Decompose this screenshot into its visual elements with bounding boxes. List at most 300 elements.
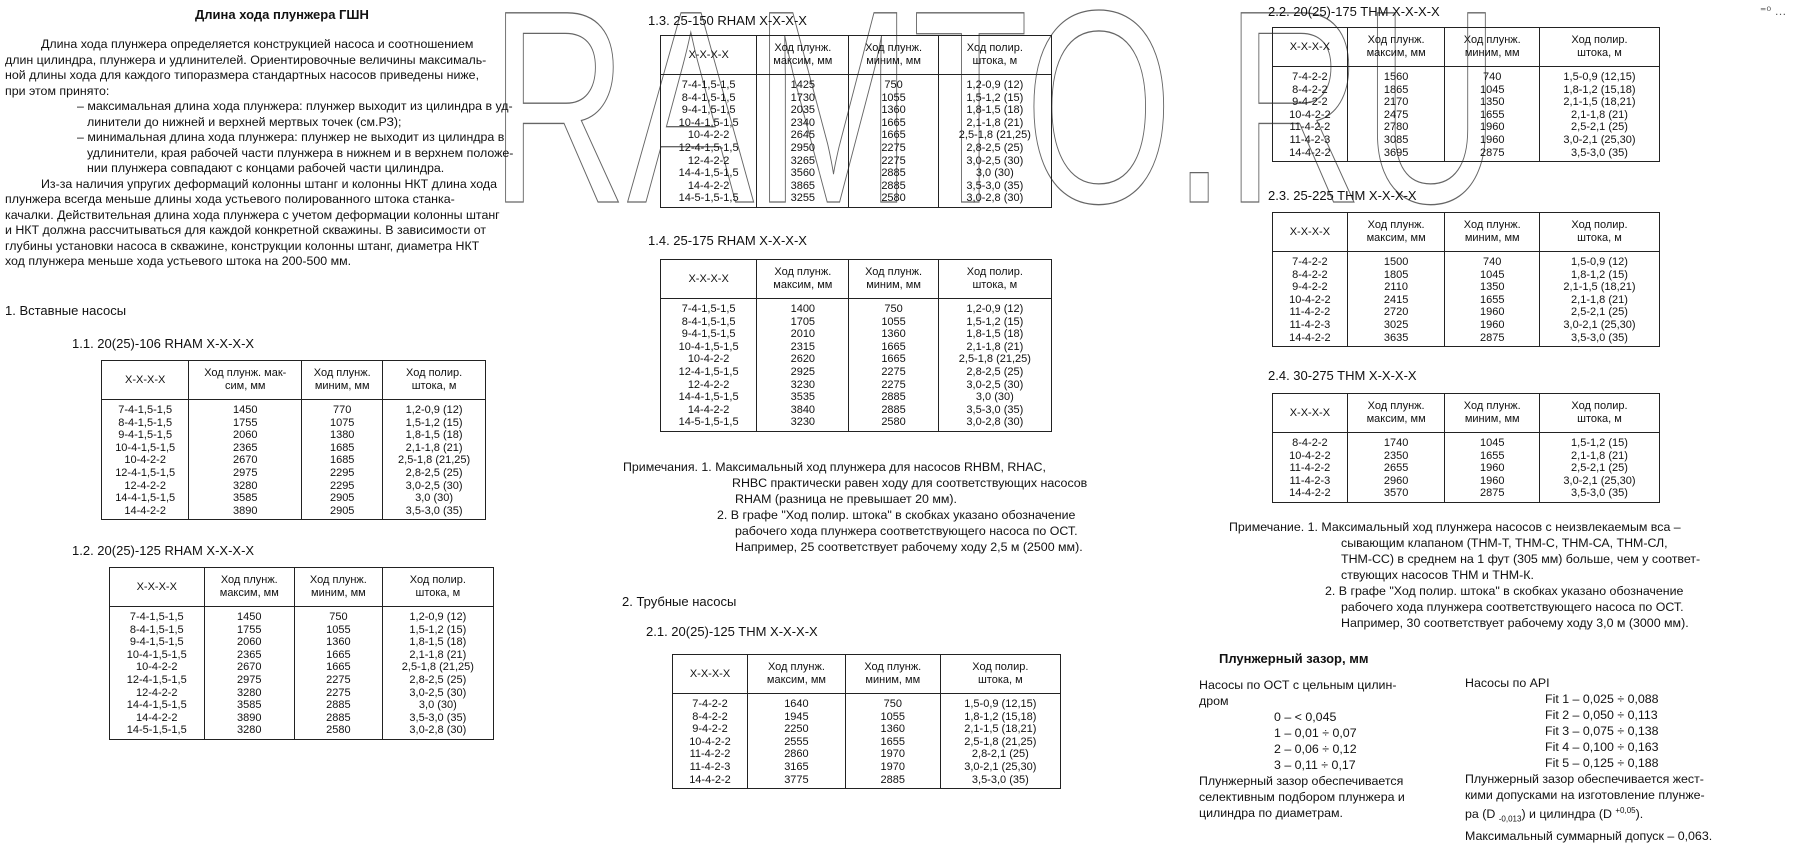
column-header: Х-Х-Х-Х: [1273, 394, 1348, 433]
cell-max-stroke: 3280: [189, 480, 302, 493]
note-line: 2. В графе "Ход полир. штока" в скобках указано обозначение: [1325, 584, 1684, 598]
clearance-api: [1465, 675, 1790, 844]
api-title: Насосы по API: [1465, 676, 1550, 690]
cell-rod-stroke: 3,5-3,0 (35): [1539, 332, 1659, 347]
cell-min-stroke: 2275: [849, 155, 938, 168]
cell-min-stroke: 750: [849, 75, 938, 92]
table-row: [673, 736, 1061, 749]
cell-rod-stroke: 3,5-3,0 (35): [382, 712, 493, 725]
stroke-table-2-1: [672, 654, 1061, 789]
column-header: Ход плунж. мак- сим, мм: [189, 361, 302, 400]
cell-rod-stroke: 2,5-2,1 (25): [1539, 462, 1659, 475]
table-title: 1.2. 20(25)-125 RHAM Х-Х-Х-Х: [72, 543, 255, 558]
api-text-line-tolerance: [1465, 803, 1790, 828]
cell-min-stroke: 1045: [1445, 84, 1540, 97]
cell-min-stroke: 750: [845, 694, 940, 711]
cell-rod-stroke: 1,8-1,2 (15,18): [1539, 84, 1659, 97]
table-header-row: [673, 655, 1061, 694]
table-row: [661, 192, 1052, 207]
stroke-table-2-3: [1272, 212, 1660, 347]
note-line: Примечания. 1. Максимальный ход плунжера для насосов RHBM, RHAC,: [623, 460, 1046, 474]
stroke-table-1-1: [101, 360, 486, 520]
cell-max-stroke: 3265: [757, 155, 849, 168]
cell-max-stroke: 3695: [1347, 147, 1445, 162]
column-header: Ход плунж. миним, мм: [1445, 213, 1540, 252]
cell-rod-stroke: 3,0-2,5 (30): [383, 480, 486, 493]
column-header: Ход полир. штока, м: [940, 655, 1060, 694]
cell-rod-stroke: 1,5-1,2 (15): [383, 417, 486, 430]
table-row: [102, 417, 486, 430]
cell-code: 7-4-1,5-1,5: [661, 75, 757, 92]
cell-max-stroke: 3230: [757, 416, 849, 431]
watermark-text: RAMTO.RU: [490, 0, 1500, 240]
section-tubing-pumps: 2. Трубные насосы: [622, 594, 737, 609]
cell-rod-stroke: 2,5-1,8 (21,25): [383, 454, 486, 467]
cell-code: 10-4-2-2: [661, 129, 757, 142]
cell-rod-stroke: 2,8-2,5 (25): [938, 366, 1051, 379]
note-line: рабочего хода плунжера соответствующего насоса по ОСТ.: [735, 524, 1078, 538]
cell-code: 14-4-2-2: [1273, 332, 1348, 347]
column-header: Ход плунж. миним, мм: [1445, 28, 1540, 67]
cell-code: 9-4-1,5-1,5: [661, 328, 757, 341]
cell-code: 14-4-2-2: [673, 774, 748, 789]
ost-title-line: Насосы по ОСТ с цельным цилин-: [1199, 678, 1397, 692]
cell-rod-stroke: 1,5-1,2 (15): [938, 316, 1051, 329]
cell-max-stroke: 2365: [204, 649, 295, 662]
cell-rod-stroke: 2,5-1,8 (21,25): [382, 661, 493, 674]
cell-rod-stroke: 1,2-0,9 (12): [938, 299, 1051, 316]
cell-code: 14-4-1,5-1,5: [110, 699, 205, 712]
cell-min-stroke: 2295: [302, 467, 383, 480]
cell-max-stroke: 3635: [1347, 332, 1445, 347]
cell-max-stroke: 2555: [747, 736, 845, 749]
cell-min-stroke: 2275: [295, 687, 383, 700]
cell-min-stroke: 1045: [1445, 433, 1540, 450]
table-row: [673, 748, 1061, 761]
cell-code: 11-4-2-2: [1273, 462, 1348, 475]
cell-code: 8-4-2-2: [673, 711, 748, 724]
cell-rod-stroke: 1,5-0,9 (12): [1539, 252, 1659, 269]
cell-code: 8-4-1,5-1,5: [661, 316, 757, 329]
cell-min-stroke: 2875: [1445, 332, 1540, 347]
cell-code: 12-4-1,5-1,5: [661, 366, 757, 379]
table-row: [1273, 121, 1660, 134]
clearance-title: Плунжерный зазор, мм: [1219, 651, 1369, 666]
cell-max-stroke: 1500: [1347, 252, 1445, 269]
cell-rod-stroke: 3,0-2,1 (25,30): [940, 761, 1060, 774]
column-header: Х-Х-Х-Х: [673, 655, 748, 694]
cell-min-stroke: 1655: [845, 736, 940, 749]
note-line: RHBC практически равен ходу для соответствующих насосов: [732, 476, 1088, 490]
cell-code: 12-4-2-2: [110, 687, 205, 700]
column-header: Х-Х-Х-Х: [1273, 28, 1348, 67]
cell-min-stroke: 1380: [302, 429, 383, 442]
cell-max-stroke: 2975: [189, 467, 302, 480]
table-row: [102, 454, 486, 467]
cell-rod-stroke: 2,5-2,1 (25): [1539, 121, 1659, 134]
cell-min-stroke: 1960: [1445, 319, 1540, 332]
cell-code: 14-4-1,5-1,5: [661, 167, 757, 180]
cell-max-stroke: 3890: [189, 505, 302, 520]
cell-min-stroke: 2885: [845, 774, 940, 789]
cell-max-stroke: 2035: [757, 104, 849, 117]
cell-rod-stroke: 1,5-0,9 (12,15): [940, 694, 1060, 711]
cell-min-stroke: 740: [1445, 252, 1540, 269]
cell-min-stroke: 1960: [1445, 134, 1540, 147]
table-row: [661, 129, 1052, 142]
table-row: [1273, 462, 1660, 475]
cell-min-stroke: 2905: [302, 492, 383, 505]
cell-min-stroke: 750: [849, 299, 938, 316]
ost-item: 1 – 0,01 ÷ 0,07: [1274, 726, 1357, 740]
cell-code: 14-4-1,5-1,5: [102, 492, 189, 505]
table-row: [661, 92, 1052, 105]
cell-code: 9-4-1,5-1,5: [110, 636, 205, 649]
cell-code: 10-4-1,5-1,5: [661, 341, 757, 354]
cell-code: 10-4-2-2: [1273, 450, 1348, 463]
note-line: рабочего хода плунжера соответствующего насоса по ОСТ.: [1341, 600, 1684, 614]
bullet-line: – минимальная длина хода плунжера: плунжер не выходит из цилиндра в: [77, 130, 505, 144]
cell-code: 14-4-2-2: [1273, 147, 1348, 162]
table-row: [102, 467, 486, 480]
column-header: Х-Х-Х-Х: [661, 36, 757, 75]
column-header: Ход плунж. миним, мм: [302, 361, 383, 400]
table-row: [110, 687, 494, 700]
table-row: [1273, 319, 1660, 332]
column-header: Ход плунж. миним, мм: [849, 260, 938, 299]
column-header: Ход плунж. максим, мм: [204, 568, 295, 607]
cell-max-stroke: 2110: [1347, 281, 1445, 294]
table-row: [661, 416, 1052, 431]
cell-code: 14-5-1,5-1,5: [110, 724, 205, 739]
column-header: Ход полир. штока, м: [938, 36, 1051, 75]
bullet-line: линители до нижней и верхней мертвых точек (см.РЗ);: [87, 114, 402, 129]
cell-rod-stroke: 1,8-1,2 (15,18): [940, 711, 1060, 724]
cell-min-stroke: 1360: [849, 104, 938, 117]
cell-code: 11-4-2-2: [1273, 121, 1348, 134]
table-row: [1273, 109, 1660, 122]
cell-max-stroke: 2365: [189, 442, 302, 455]
cell-code: 12-4-1,5-1,5: [102, 467, 189, 480]
cell-min-stroke: 1665: [849, 117, 938, 130]
ost-text-line: цилиндра по диаметрам.: [1199, 806, 1343, 820]
api-item: Fit 3 – 0,075 ÷ 0,138: [1545, 724, 1659, 738]
cell-rod-stroke: 3,5-3,0 (35): [938, 180, 1051, 193]
cell-rod-stroke: 3,5-3,0 (35): [938, 404, 1051, 417]
cell-min-stroke: 740: [1445, 67, 1540, 84]
cell-max-stroke: 1755: [189, 417, 302, 430]
api-item: Fit 5 – 0,125 ÷ 0,188: [1545, 756, 1659, 770]
cell-min-stroke: 2295: [302, 480, 383, 493]
cell-rod-stroke: 2,5-1,8 (21,25): [938, 129, 1051, 142]
cell-rod-stroke: 2,1-1,5 (18,21): [940, 723, 1060, 736]
table-row: [661, 104, 1052, 117]
cell-code: 12-4-2-2: [661, 379, 757, 392]
column-header: Ход плунж. максим, мм: [1347, 28, 1445, 67]
cell-max-stroke: 2925: [757, 366, 849, 379]
cell-code: 14-5-1,5-1,5: [661, 416, 757, 431]
cell-rod-stroke: 3,0 (30): [383, 492, 486, 505]
cell-max-stroke: 2620: [757, 353, 849, 366]
table-row: [102, 400, 486, 417]
cell-code: 14-4-2-2: [1273, 487, 1348, 502]
table-row: [661, 117, 1052, 130]
note-line: ТНМ-СС) в среднем на 1 фут (305 мм) больше, чем у соответ-: [1341, 552, 1701, 566]
para2-line: плунжера всегда меньше длины хода устьевого полированного штока станка-: [5, 192, 455, 206]
cell-min-stroke: 1665: [849, 129, 938, 142]
bullet-line: – максимальная длина хода плунжера: плунжер выходит из цилиндра в уд-: [77, 99, 513, 113]
cell-min-stroke: 2885: [849, 391, 938, 404]
cell-max-stroke: 3890: [204, 712, 295, 725]
table-row: [102, 442, 486, 455]
cell-min-stroke: 1665: [295, 649, 383, 662]
cell-max-stroke: 3840: [757, 404, 849, 417]
table-row: [1273, 332, 1660, 347]
cell-min-stroke: 1055: [849, 316, 938, 329]
cell-rod-stroke: 1,2-0,9 (12): [383, 400, 486, 417]
cell-max-stroke: 1865: [1347, 84, 1445, 97]
cell-rod-stroke: 1,8-1,5 (18): [938, 328, 1051, 341]
cell-rod-stroke: 1,8-1,5 (18): [383, 429, 486, 442]
cell-rod-stroke: 1,5-1,2 (15): [382, 624, 493, 637]
cell-max-stroke: 2415: [1347, 294, 1445, 307]
cell-rod-stroke: 2,1-1,5 (18,21): [1539, 281, 1659, 294]
cell-code: 11-4-2-2: [673, 748, 748, 761]
table-header-row: [661, 260, 1052, 299]
cell-code: 9-4-2-2: [673, 723, 748, 736]
cell-rod-stroke: 3,5-3,0 (35): [1539, 487, 1659, 502]
table-row: [1273, 281, 1660, 294]
table-row: [661, 75, 1052, 92]
cell-code: 10-4-1,5-1,5: [110, 649, 205, 662]
cell-rod-stroke: 2,8-2,5 (25): [383, 467, 486, 480]
cell-min-stroke: 750: [295, 607, 383, 624]
cell-max-stroke: 2860: [747, 748, 845, 761]
cell-code: 14-4-2-2: [661, 404, 757, 417]
cell-max-stroke: 1755: [204, 624, 295, 637]
cell-max-stroke: 2475: [1347, 109, 1445, 122]
cell-rod-stroke: 2,8-2,5 (25): [938, 142, 1051, 155]
cell-rod-stroke: 3,0-2,5 (30): [382, 687, 493, 700]
column-header: Х-Х-Х-Х: [1273, 213, 1348, 252]
table-title: 2.2. 20(25)-175 THM Х-Х-Х-Х: [1268, 4, 1440, 19]
table-row: [110, 724, 494, 739]
table-row: [110, 674, 494, 687]
table-row: [1273, 450, 1660, 463]
table-row: [673, 774, 1061, 789]
cell-code: 10-4-2-2: [661, 353, 757, 366]
intro-line: Длина хода плунжера определяется конструкцией насоса и соотношением: [41, 37, 474, 51]
table-row: [102, 480, 486, 493]
cell-rod-stroke: 2,8-2,1 (25): [940, 748, 1060, 761]
table-row: [673, 694, 1061, 711]
note-line: RHAM (разница не превышает 20 мм).: [735, 492, 957, 506]
cell-min-stroke: 1360: [845, 723, 940, 736]
stroke-table-1-3: [660, 35, 1052, 208]
table-title: 1.1. 20(25)-106 RHAM Х-Х-Х-Х: [72, 336, 255, 351]
cell-min-stroke: 2580: [849, 192, 938, 207]
cell-min-stroke: 1665: [849, 353, 938, 366]
column-header: Ход плунж. миним, мм: [295, 568, 383, 607]
cell-min-stroke: 2275: [295, 674, 383, 687]
table-header-row: [102, 361, 486, 400]
cell-code: 7-4-2-2: [673, 694, 748, 711]
note-line: ствующих насосов ТНМ и ТНМ-К.: [1341, 568, 1534, 582]
cell-min-stroke: 1045: [1445, 269, 1540, 282]
column-header: Х-Х-Х-Х: [661, 260, 757, 299]
cell-rod-stroke: 3,0-2,1 (25,30): [1539, 319, 1659, 332]
cell-max-stroke: 2670: [204, 661, 295, 674]
cell-rod-stroke: 1,5-1,2 (15): [1539, 433, 1659, 450]
table-row: [661, 404, 1052, 417]
table-row: [102, 505, 486, 520]
table-title: 1.3. 25-150 RHAM Х-Х-Х-Х: [648, 13, 807, 28]
cell-max-stroke: 2720: [1347, 306, 1445, 319]
cell-code: 7-4-1,5-1,5: [110, 607, 205, 624]
table-row: [102, 429, 486, 442]
cell-max-stroke: 2780: [1347, 121, 1445, 134]
stroke-table-1-2: [109, 567, 494, 740]
cell-rod-stroke: 2,1-1,8 (21): [1539, 450, 1659, 463]
cell-rod-stroke: 1,8-1,5 (18): [382, 636, 493, 649]
intro-line: при этом принято:: [5, 83, 110, 98]
cell-max-stroke: 1740: [1347, 433, 1445, 450]
cell-min-stroke: 1960: [1445, 121, 1540, 134]
cell-max-stroke: 3560: [757, 167, 849, 180]
cell-code: 10-4-2-2: [110, 661, 205, 674]
cell-code: 9-4-1,5-1,5: [661, 104, 757, 117]
table-title: 1.4. 25-175 RHAM Х-Х-Х-Х: [648, 233, 807, 248]
cell-max-stroke: 2350: [1347, 450, 1445, 463]
tolerance-superscript: +0,05: [1615, 806, 1636, 815]
cell-code: 12-4-1,5-1,5: [661, 142, 757, 155]
cell-code: 11-4-2-3: [1273, 319, 1348, 332]
cell-code: 8-4-2-2: [1273, 84, 1348, 97]
table-row: [673, 761, 1061, 774]
api-item: Fit 2 – 0,050 ÷ 0,113: [1545, 708, 1658, 722]
cell-rod-stroke: 2,5-2,1 (25): [1539, 306, 1659, 319]
table-row: [1273, 269, 1660, 282]
cell-code: 10-4-2-2: [1273, 109, 1348, 122]
column-header: Ход плунж. миним, мм: [845, 655, 940, 694]
note-line: сывающим клапаном (ТНМ-Т, ТНМ-С, ТНМ-СА, ТНМ-СЛ,: [1341, 536, 1668, 550]
cell-rod-stroke: 2,8-2,5 (25): [382, 674, 493, 687]
table-row: [661, 167, 1052, 180]
table-row: [110, 624, 494, 637]
table-row: [661, 180, 1052, 193]
cell-min-stroke: 1350: [1445, 96, 1540, 109]
table-row: [110, 607, 494, 624]
column-header: Ход плунж. максим, мм: [1347, 394, 1445, 433]
cell-rod-stroke: 2,1-1,8 (21): [1539, 294, 1659, 307]
column-header: Ход полир. штока, м: [938, 260, 1051, 299]
cell-rod-stroke: 2,1-1,5 (18,21): [1539, 96, 1659, 109]
cell-max-stroke: 2060: [189, 429, 302, 442]
para2-line: ход плунжера меньше хода устьевого штока на 200-500 мм.: [5, 254, 352, 268]
column-header: Ход плунж. максим, мм: [757, 260, 849, 299]
cell-max-stroke: 2170: [1347, 96, 1445, 109]
corner-glyph: ⁼⁰ …: [1760, 4, 1787, 18]
table-row: [102, 492, 486, 505]
cell-min-stroke: 2905: [302, 505, 383, 520]
cell-code: 9-4-2-2: [1273, 281, 1348, 294]
table-row: [1273, 84, 1660, 97]
cell-min-stroke: 2885: [849, 180, 938, 193]
cell-rod-stroke: 1,8-1,5 (18): [938, 104, 1051, 117]
cell-min-stroke: 1970: [845, 761, 940, 774]
cell-max-stroke: 3085: [1347, 134, 1445, 147]
stroke-table-1-4: [660, 259, 1052, 432]
section-inserted-pumps: 1. Вставные насосы: [5, 303, 127, 318]
ost-item: 3 – 0,11 ÷ 0,17: [1274, 758, 1356, 772]
column-header: Ход плунж. максим, мм: [747, 655, 845, 694]
cell-rod-stroke: 3,0-2,5 (30): [938, 155, 1051, 168]
cell-min-stroke: 2885: [849, 404, 938, 417]
column-header: Ход полир. штока, м: [382, 568, 493, 607]
cell-max-stroke: 3230: [757, 379, 849, 392]
stroke-table-2-2: [1272, 27, 1660, 162]
cell-code: 12-4-1,5-1,5: [110, 674, 205, 687]
ost-item: 0 – < 0,045: [1274, 710, 1337, 724]
cell-rod-stroke: 3,0-2,1 (25,30): [1539, 475, 1659, 488]
table-row: [1273, 67, 1660, 84]
cell-min-stroke: 1970: [845, 748, 940, 761]
intro-line: длин цилиндра, плунжера и удлинителей. Ориентировочные величины максималь-: [5, 52, 487, 67]
cell-max-stroke: 3535: [757, 391, 849, 404]
api-text-line: Плунжерный зазор обеспечивается жест-: [1465, 772, 1704, 786]
table-row: [110, 699, 494, 712]
cell-code: 11-4-2-3: [673, 761, 748, 774]
cell-min-stroke: 2580: [295, 724, 383, 739]
cell-max-stroke: 2655: [1347, 462, 1445, 475]
cell-code: 7-4-2-2: [1273, 67, 1348, 84]
cell-rod-stroke: 2,5-1,8 (21,25): [938, 353, 1051, 366]
cell-code: 8-4-1,5-1,5: [110, 624, 205, 637]
cell-max-stroke: 2315: [757, 341, 849, 354]
cell-rod-stroke: 1,5-0,9 (12,15): [1539, 67, 1659, 84]
cell-rod-stroke: 3,0-2,1 (25,30): [1539, 134, 1659, 147]
para2-line: и НКТ должна рассчитываться для каждой конкретной скважины. В зависимости от: [5, 223, 487, 237]
notes-inserted: [623, 459, 1183, 555]
cell-rod-stroke: 2,1-1,8 (21): [938, 341, 1051, 354]
cell-code: 7-4-2-2: [1273, 252, 1348, 269]
cell-max-stroke: 3165: [747, 761, 845, 774]
column-header: Ход полир. штока, м: [1539, 28, 1659, 67]
ost-title-line: дром: [1199, 694, 1229, 708]
cell-min-stroke: 1685: [302, 454, 383, 467]
cell-max-stroke: 2010: [757, 328, 849, 341]
cell-rod-stroke: 1,2-0,9 (12): [938, 75, 1051, 92]
cell-max-stroke: 2060: [204, 636, 295, 649]
cell-rod-stroke: 3,0 (30): [938, 391, 1051, 404]
cell-min-stroke: 1055: [849, 92, 938, 105]
cell-rod-stroke: 2,1-1,8 (21): [938, 117, 1051, 130]
cell-rod-stroke: 1,2-0,9 (12): [382, 607, 493, 624]
table-row: [661, 316, 1052, 329]
cell-max-stroke: 1640: [747, 694, 845, 711]
cell-rod-stroke: 1,5-1,2 (15): [938, 92, 1051, 105]
cell-max-stroke: 3865: [757, 180, 849, 193]
cell-code: 8-4-2-2: [1273, 269, 1348, 282]
cell-min-stroke: 2275: [849, 366, 938, 379]
table-row: [661, 142, 1052, 155]
cell-max-stroke: 1945: [747, 711, 845, 724]
table-header-row: [1273, 28, 1660, 67]
cell-code: 12-4-2-2: [661, 155, 757, 168]
cell-max-stroke: 1705: [757, 316, 849, 329]
note-line: Примечание. 1. Максимальный ход плунжера насосов с неизвлекаемым вса –: [1229, 520, 1681, 534]
table-row: [673, 711, 1061, 724]
